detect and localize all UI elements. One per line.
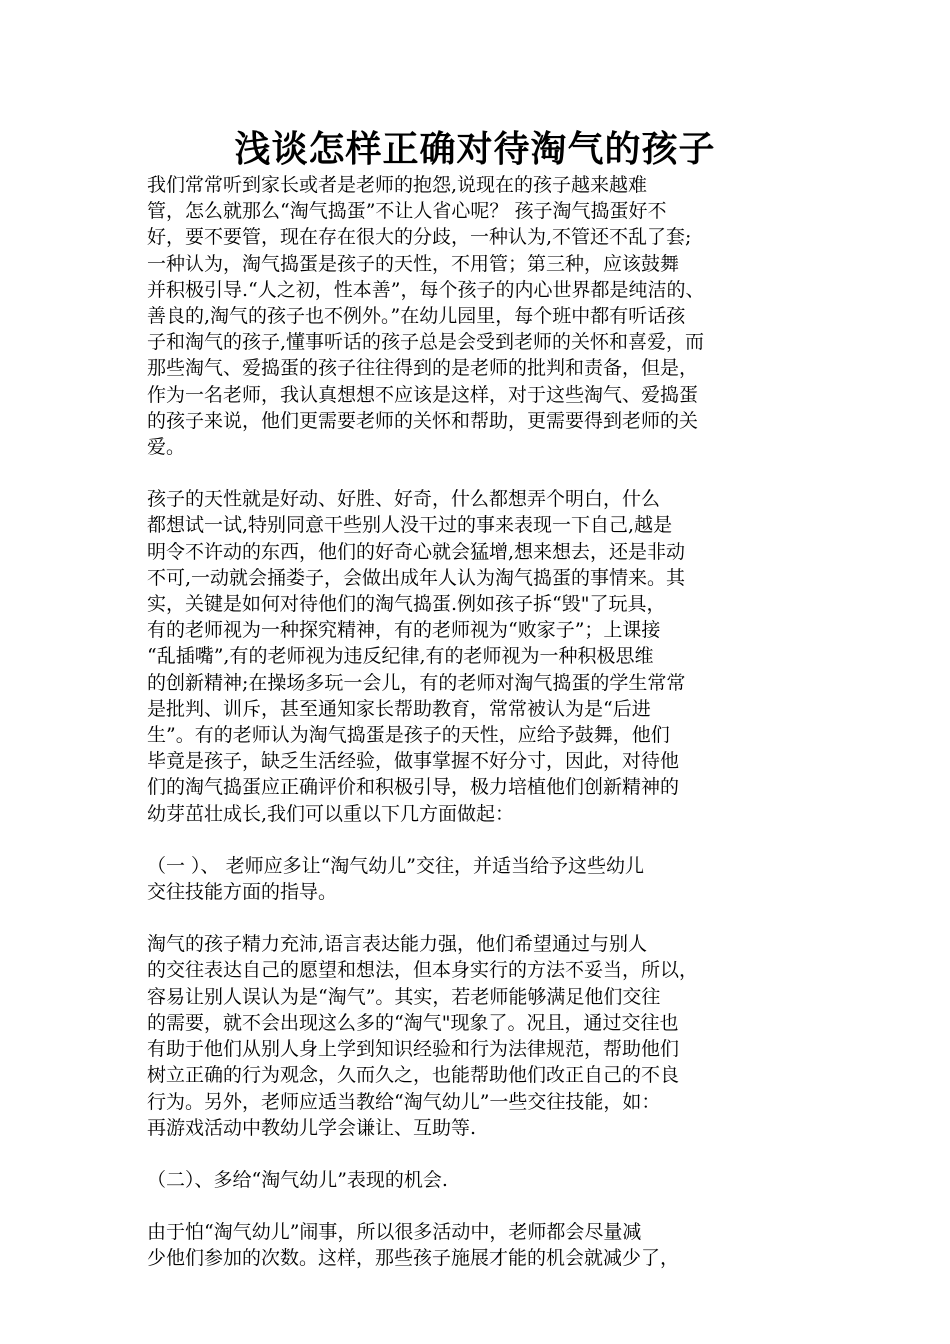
document-body <box>147 172 827 1272</box>
paragraph-nature: 孩子的天性就是好动、好胜、好奇，什么都想弄个明白，什么 都想试一试,特别同意干些别人没干过的事来表现一下自己,越是 明令不许动的东西，他们的好奇心就会猛增,想来想去，还是非动 不可,一动就会捅娄子，会做出成年人认为淘气捣蛋的事情来。其 实，关键是如何对待他们的淘气捣蛋.例如孩子拆“毁"了玩具， 有的老师视为一种探究精神，有的老师视为“败家子”；上课接 “乱插嘴”,有的老师视为违反纪律,有的老师视为一种积极思维 的创新精神;在操场多玩一会儿，有的老师对淘气捣蛋的学生常常 是批判、训斥，甚至通知家长帮助教育，常常被认为是“后进 生”。有的老师认为淘气捣蛋是孩子的天性，应给予鼓舞，他们 毕竟是孩子，缺乏生活经验，做事掌握不好分寸，因此，对待他 们的淘气捣蛋应正确评价和积极引导，极力培植他们创新精神的 幼芽茁壮成长,我们可以重以下几方面做起： <box>147 488 686 825</box>
paragraph-spacer <box>147 460 827 486</box>
section-heading-1: （一 ）、 老师应多让“淘气幼儿”交往，并适当给予这些幼儿 交往技能方面的指导。 <box>147 854 645 904</box>
paragraph-intro: 我们常常听到家长或者是老师的抱怨,说现在的孩子越来越难 管，怎么就那么“淘气捣蛋”不让人省心呢？ 孩子淘气捣蛋好不 好，要不要管，现在存在很大的分歧，一种认为,不管还不乱了套; 一种认为，淘气捣蛋是孩子的天性，不用管；第三种，应该鼓舞 并积极引导.“人之初，性本善”，每个孩子的内心世界都是纯洁的、 善良的,淘气的孩子也不例外。”在幼儿园里，每个班中都有听话孩 子和淘气的孩子,懂事听话的孩子总是会受到老师的关怀和喜爱，而 那些淘气、爱捣蛋的孩子往往得到的是老师的批判和责备，但是， 作为一名老师，我认真想想不应该是这样，对于这些淘气、爱捣蛋 的孩子来说，他们更需要老师的关怀和帮助，更需要得到老师的关 爱。 <box>147 174 705 459</box>
paragraph-spacer <box>147 827 827 853</box>
section-heading-2: （二）、多给“淘气幼儿”表现的机会. <box>147 1168 448 1191</box>
paragraph-spacer <box>147 1193 827 1219</box>
paragraph-opportunity: 由于怕“淘气幼儿”闹事，所以很多活动中，老师都会尽量减 少他们参加的次数。这样，那些孩子施展才能的机会就减少了， <box>147 1221 680 1270</box>
paragraph-spacer <box>147 905 827 931</box>
document-title: 浅谈怎样正确对待淘气的孩子 <box>234 129 716 170</box>
paragraph-spacer <box>147 1141 827 1167</box>
paragraph-interaction: 淘气的孩子精力充沛,语言表达能力强，他们希望通过与别人 的交往表达自己的愿望和想法，但本身实行的方法不妥当，所以， 容易让别人误认为是“淘气”。其实，若老师能够满足他们交往 的需要，就不会出现这么多的“淘气"现象了。况且，通过交往也 有助于他们从别人身上学到知识经验和行为法律规范，帮助他们 树立正确的行为观念，久而久之，也能帮助他们改正自己的不良 行为。另外，老师应适当教给“淘气幼儿”一些交往技能，如： 再游戏活动中教幼儿学会谦让、互助等. <box>147 933 699 1139</box>
